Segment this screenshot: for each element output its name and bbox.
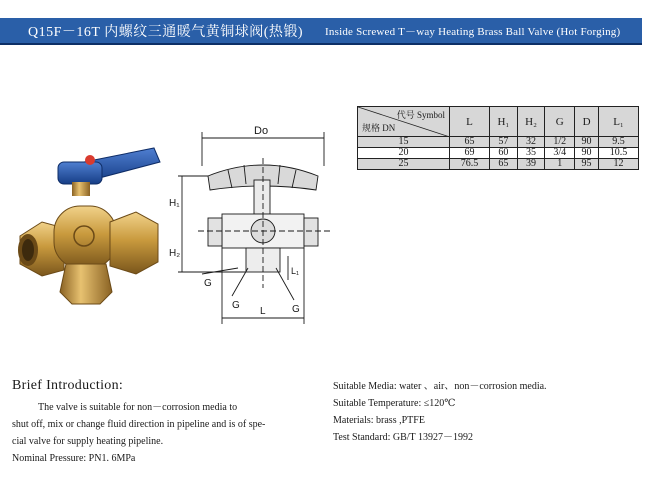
table-cell: 65: [490, 159, 518, 170]
table-header-row: [358, 107, 639, 137]
dn-cell: 15: [358, 137, 450, 148]
intro-line: cial valve for supply heating pipeline.: [12, 436, 164, 447]
label-do: Do: [254, 125, 269, 137]
label-g-upper: G: [204, 278, 212, 289]
corner-symbol-label: 代号 Symbol: [396, 110, 445, 120]
table-cell: 69: [450, 148, 490, 159]
valve-technical-drawing: [168, 118, 348, 330]
table-cell: 57: [490, 137, 518, 148]
table-cell: 32: [517, 137, 545, 148]
nominal-pressure: Nominal Pressure: PN1. 6MPa: [12, 453, 136, 464]
intro-heading: Brief Introduction:: [12, 378, 124, 393]
title-banner: [0, 18, 642, 45]
table-row: [358, 159, 639, 170]
title-chinese: Q15F－16T 内螺纹三通暖气黄铜球阀(热锻): [28, 24, 304, 40]
label-l1: L₁: [291, 266, 300, 276]
table-cell: 90: [575, 148, 599, 159]
table-cell: 76.5: [450, 159, 490, 170]
materials: Materials: brass ,PTFE: [333, 415, 425, 426]
dn-cell: 25: [358, 159, 450, 170]
test-standard: Test Standard: GB/T 13927－1992: [333, 432, 473, 443]
table-cell: 35: [517, 148, 545, 159]
table-cell: 9.5: [598, 137, 638, 148]
label-h2: H₂: [169, 248, 181, 259]
table-cell: 10.5: [598, 148, 638, 159]
specification-table: [357, 106, 639, 170]
column-header: L₁: [598, 107, 638, 137]
intro-line: The valve is suitable for non－corrosion media to: [38, 402, 238, 413]
corner-dn-label: 规格 DN: [362, 123, 396, 133]
column-header: H₂: [517, 107, 545, 137]
table-cell: 1/2: [545, 137, 575, 148]
table-row: [358, 137, 639, 148]
label-g-lower: G: [232, 300, 240, 311]
table-row: [358, 148, 639, 159]
table-cell: 39: [517, 159, 545, 170]
column-header: G: [545, 107, 575, 137]
column-header: L: [450, 107, 490, 137]
table-cell: 65: [450, 137, 490, 148]
suitable-media: Suitable Media: water 、air、non－corrosion media.: [333, 381, 547, 392]
suitable-temperature: Suitable Temperature: ≤120℃: [333, 398, 456, 409]
dn-cell: 20: [358, 148, 450, 159]
table-corner-cell: [358, 107, 450, 137]
label-l: L: [260, 306, 266, 317]
intro-line: shut off, mix or change fluid direction in pipeline and is of spe-: [12, 419, 266, 430]
table-cell: 90: [575, 137, 599, 148]
valve-photo: [14, 142, 164, 312]
table-cell: 3/4: [545, 148, 575, 159]
label-h1: H₁: [169, 198, 180, 209]
specification-info: [333, 378, 633, 446]
table-cell: 60: [490, 148, 518, 159]
intro-text: [12, 399, 320, 467]
table-cell: 1: [545, 159, 575, 170]
table-cell: 95: [575, 159, 599, 170]
table-cell: 12: [598, 159, 638, 170]
label-g-right: G: [292, 304, 300, 315]
title-english: Inside Screwed T－way Heating Brass Ball Valve (Hot Forging): [325, 25, 621, 38]
column-header: H₁: [490, 107, 518, 137]
column-header: D: [575, 107, 599, 137]
